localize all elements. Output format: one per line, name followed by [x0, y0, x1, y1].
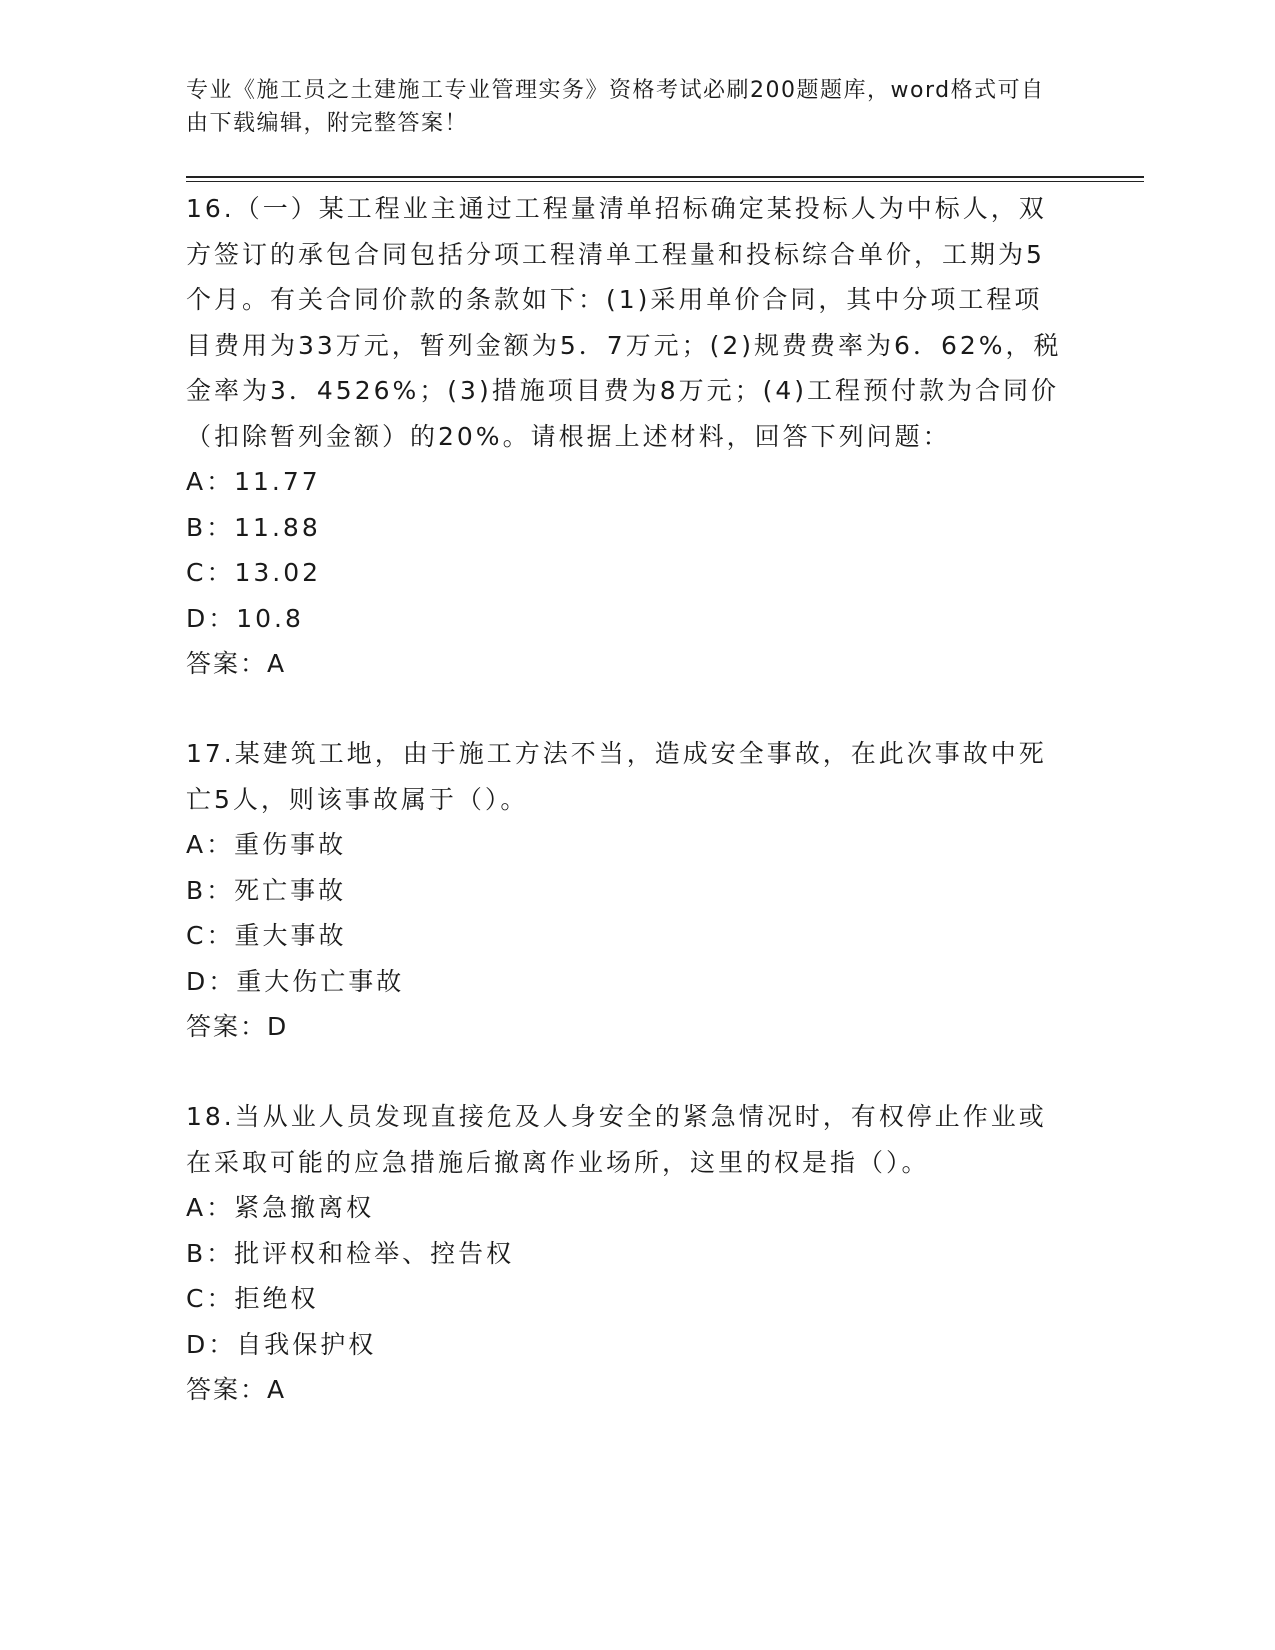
option-a: A：重伤事故 — [186, 830, 347, 859]
question-16 — [186, 186, 1066, 687]
header-title: 专业《施工员之土建施工专业管理实务》资格考试必刷200题题库，word格式可自由下载编辑，附完整答案！ — [186, 78, 1045, 136]
option-c: C：重大事故 — [186, 921, 347, 950]
document-header — [186, 74, 1066, 140]
option-b: B：批评权和检举、控告权 — [186, 1238, 515, 1268]
answer: 答案：A — [186, 1375, 287, 1404]
header-divider-thin — [186, 181, 1144, 182]
question-stem: 18.当从业人员发现直接危及人身安全的紧急情况时，有权停止作业或在采取可能的应急措施后撤离作业场所，这里的权是指（）。 — [186, 1102, 1047, 1177]
question-17 — [186, 731, 1066, 1050]
question-stem: 16.（一）某工程业主通过工程量清单招标确定某投标人为中标人，双方签订的承包合同包括分项工程清单工程量和投标综合单价，工期为5个月。有关合同价款的条款如下：(1)采用单价合同，其中分项工程项目费用为33万元，暂列金额为5．7万元；(2)规费费率为6．62%，税金率为3．4526%；(3)措施项目费为8万元；(4)工程预付款为合同价（扣除暂列金额）的20%。请根据上述材料，回答下列问题： — [186, 194, 1062, 451]
option-b: B：死亡事故 — [186, 875, 347, 905]
answer: 答案：D — [186, 1012, 289, 1041]
question-18 — [186, 1094, 1066, 1413]
question-stem: 17.某建筑工地，由于施工方法不当，造成安全事故，在此次事故中死亡5人，则该事故属于（）。 — [186, 739, 1047, 814]
option-b: B：11.88 — [186, 512, 321, 542]
option-d: D：自我保护权 — [186, 1329, 377, 1359]
option-d: D：重大伤亡事故 — [186, 966, 405, 996]
option-c: C：拒绝权 — [186, 1284, 319, 1313]
option-d: D：10.8 — [186, 603, 304, 633]
option-a: A：紧急撤离权 — [186, 1193, 375, 1222]
answer: 答案：A — [186, 649, 287, 678]
option-a: A：11.77 — [186, 467, 321, 496]
option-c: C：13.02 — [186, 558, 322, 587]
header-divider-thick — [186, 176, 1144, 178]
